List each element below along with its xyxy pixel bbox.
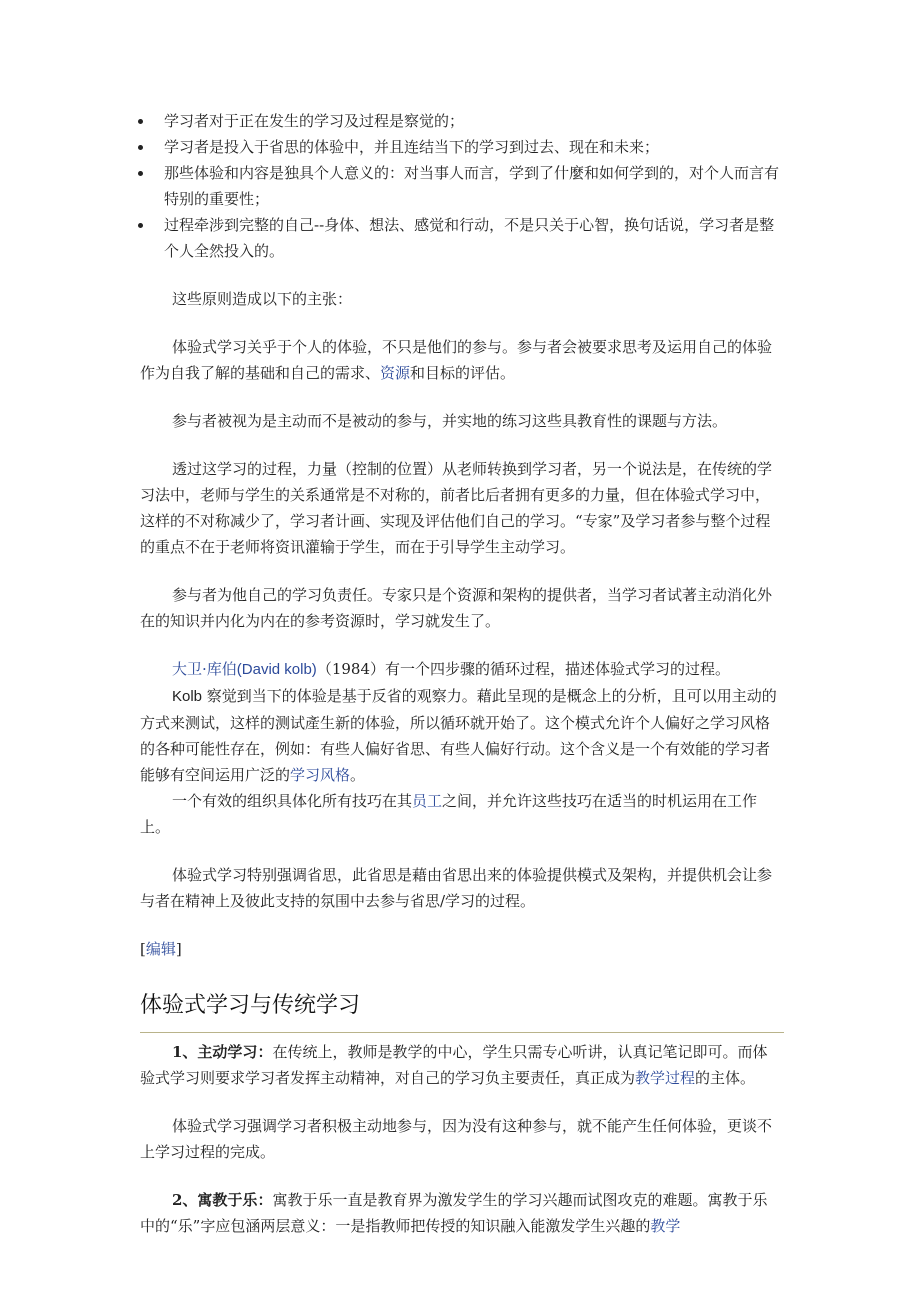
list-item — [140, 108, 780, 134]
paragraph-text: 在传统上，教师是教学的中心，学生只需专心听讲，认真记笔记即可。而体验式学习则要求学习者发挥主动精神，对自己的学习负主要责任，真正成为 — [140, 1043, 768, 1087]
link-learning-styles[interactable]: 学习风格 — [290, 766, 351, 784]
paragraph-active: 参与者被视为是主动而不是被动的参与，并实地的练习这些具教育性的课题与方法。 — [172, 412, 728, 430]
article-body — [140, 108, 780, 1239]
heading-divider — [140, 1032, 784, 1033]
paragraph-responsible: 参与者为他自己的学习负责任。专家只是个资源和架构的提供者，当学习者试著主动消化外在的知识并内化为内在的参考资源时，学习就发生了。 — [140, 586, 773, 630]
paragraph-experience — [140, 334, 780, 386]
paragraph-emphasis: 体验式学习强调学习者积极主动地参与，因为没有这种参与，就不能产生任何体验，更谈不上学习过程的完成。 — [140, 1117, 773, 1161]
list-item — [140, 134, 780, 160]
principles-list — [140, 108, 780, 264]
paragraph-text: 的主体。 — [695, 1069, 756, 1087]
paragraph-text: 之间，并允许这些技巧在适当的时机运用在工作上。 — [140, 792, 758, 836]
bracket-text: [ — [140, 940, 146, 958]
list-item-text: 过程牵涉到完整的自己--身体、想法、感觉和行动，不是只关于心智，换句话说，学习者是整个人全然投入的。 — [164, 216, 775, 260]
list-item-text: 学习者对于正在发生的学习及过程是察觉的； — [164, 112, 465, 130]
paragraph-text: 和目标的评估。 — [410, 364, 516, 382]
link-resources[interactable]: 资源 — [380, 364, 411, 382]
paragraph-principles: 这些原则造成以下的主张： — [172, 290, 353, 308]
paragraph-reflection: 体验式学习特别强调省思，此省思是藉由省思出来的体验提供模式及架构，并提供机会让参与者在精神上及彼此支持的氛围中去参与省思/学习的过程。 — [140, 866, 773, 910]
link-teaching[interactable]: 教学 — [650, 1217, 681, 1235]
paragraph-text: 体验式学习关乎于个人的体验，不只是他们的参与。参与者会被要求思考及运用自己的体验作为自我了解的基础和自己的需求、 — [140, 338, 773, 382]
edit-link[interactable]: 编辑 — [145, 940, 176, 958]
bullet-icon — [138, 145, 143, 150]
link-david-kolb-name[interactable]: (David kolb) — [236, 661, 317, 678]
bold-label: 2、寓教于乐： — [172, 1191, 273, 1209]
paragraph-text: 一个有效的组织具体化所有技巧在其 — [172, 792, 413, 810]
paragraph-text: （1984）有一个四步骤的循环过程，描述体验式学习的过程。 — [316, 660, 730, 678]
paragraph-kolb — [140, 656, 780, 683]
paragraph-text: 。 — [350, 766, 366, 784]
paragraph-text: 察觉到当下的体验是基于反省的观察力。藉此呈现的是概念上的分析，且可以用主动的方式来测试，这样的测试產生新的体验，所以循环就开始了。这个模式允许个人偏好之学习风格的各种可能性存在，例如：有些人偏好省思、有些人偏好行动。这个含义是一个有效能的学习者能够有空间运用广泛的 — [140, 687, 777, 784]
bracket-text: ] — [175, 940, 182, 958]
list-item-text: 那些体验和内容是独具个人意义的：对当事人而言，学到了什麼和如何学到的，对个人而言有特别的重要性； — [164, 164, 780, 208]
list-item — [140, 212, 780, 264]
paragraph-text: 寓教于乐一直是教育界为激发学生的学习兴趣而试图攻克的难题。寓教于乐中的“乐”字应包涵两层意义：一是指教师把传授的知识融入能激发学生兴趣的 — [140, 1191, 768, 1235]
paragraph-power: 透过这学习的过程，力量（控制的位置）从老师转换到学习者，另一个说法是，在传统的学习法中，老师与学生的关系通常是不对称的，前者比后者拥有更多的力量，但在体验式学习中，这样的不对称减少了，学习者计画、实现及评估他们自己的学习。“专家”及学习者参与整个过程的重点不在于老师将资讯灌输于学生，而在于引导学生主动学习。 — [140, 460, 773, 556]
paragraph-text: Kolb — [172, 688, 203, 705]
edit-section-link — [140, 936, 780, 962]
bullet-icon — [138, 171, 143, 176]
paragraph-active-learning — [140, 1039, 780, 1091]
link-david-kolb[interactable]: 大卫·库伯 — [172, 660, 237, 678]
section-heading: 体验式学习与传统学习 — [140, 992, 361, 1017]
bullet-icon — [138, 223, 143, 228]
paragraph-kolb-cycle — [140, 683, 780, 788]
link-teaching-process[interactable]: 教学过程 — [635, 1069, 696, 1087]
list-item — [140, 160, 780, 212]
bullet-icon — [138, 119, 143, 124]
paragraph-organization — [140, 788, 780, 840]
paragraph-fun-learning — [140, 1187, 780, 1239]
link-employees[interactable]: 员工 — [412, 792, 443, 810]
bold-label: 1、主动学习： — [172, 1043, 273, 1061]
list-item-text: 学习者是投入于省思的体验中，并且连结当下的学习到过去、现在和未来； — [164, 138, 660, 156]
